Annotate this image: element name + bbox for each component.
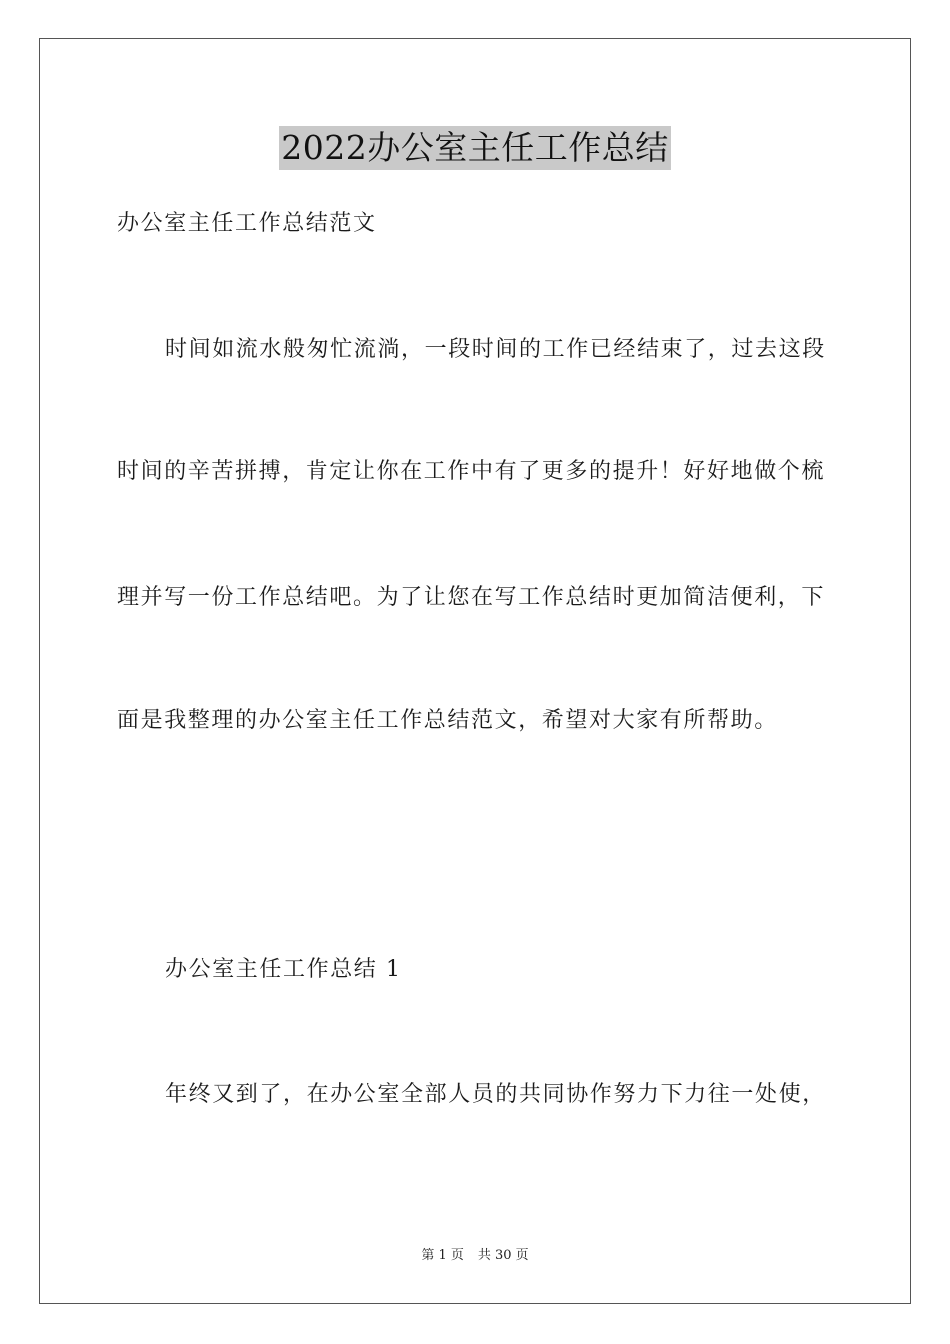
page-total: 共 30 页: [477, 1248, 529, 1263]
title-container: [0, 126, 950, 170]
page-footer: [0, 1247, 950, 1265]
section-paragraph-line-1: 年终又到了，在办公室全部人员的共同协作努力下力往一处使，: [165, 1082, 826, 1107]
intro-paragraph-line-3: 理并写一份工作总结吧。为了让您在写工作总结时更加简洁便利，下: [117, 585, 826, 610]
section-heading: 办公室主任工作总结 1: [165, 957, 402, 982]
intro-paragraph-line-2: 时间的辛苦拼搏，肯定让你在工作中有了更多的提升！好好地做个梳: [117, 459, 826, 484]
intro-paragraph-line-1: 时间如流水般匆忙流淌，一段时间的工作已经结束了，过去这段: [165, 337, 826, 362]
intro-paragraph-line-4: 面是我整理的办公室主任工作总结范文，希望对大家有所帮助。: [117, 708, 778, 733]
document-subtitle: 办公室主任工作总结范文: [117, 211, 377, 236]
document-title: 2022办公室主任工作总结: [279, 126, 670, 170]
page-number: 第 1 页: [421, 1248, 464, 1263]
